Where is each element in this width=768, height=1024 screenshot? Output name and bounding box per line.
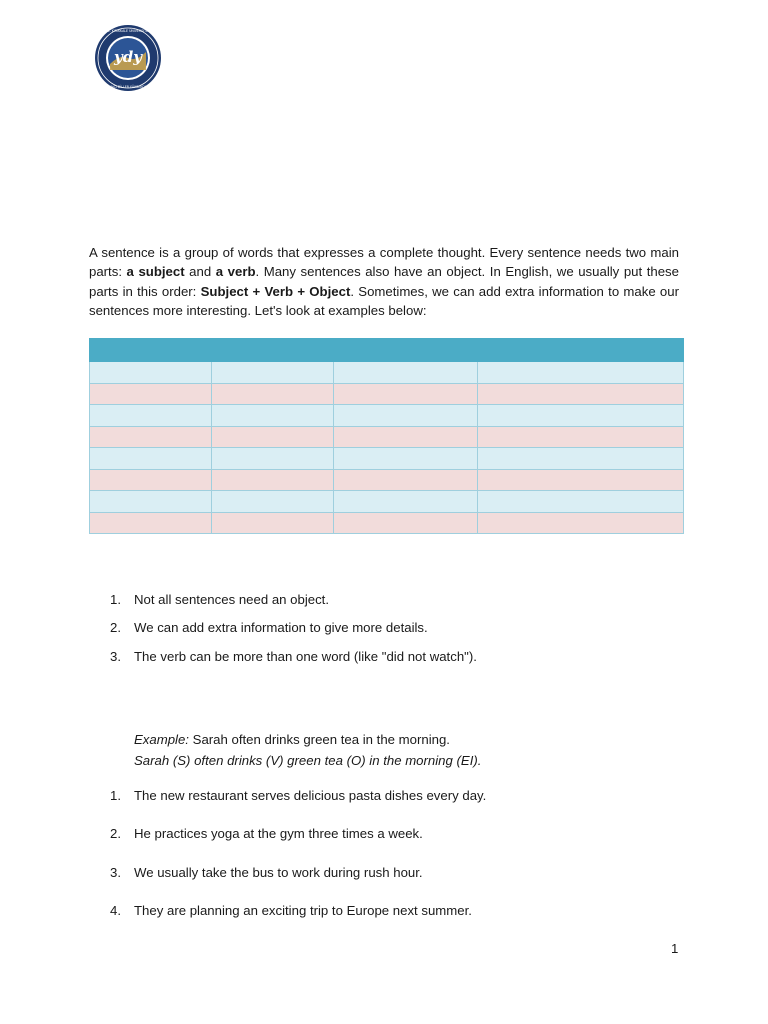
intro-text-3: . Many sentences also have an object. In English, we usually put these parts in this order:: [89, 264, 679, 299]
svg-text:T.C. KIRIKKALE ÜNİVERSİTESİ: T.C. KIRIKKALE ÜNİVERSİTESİ: [104, 29, 152, 33]
table-cell: [334, 491, 478, 513]
list-number: 3.: [110, 648, 121, 664]
table-cell: [90, 469, 212, 491]
table-cell: [212, 426, 334, 448]
table-row: [90, 448, 684, 470]
list-number: 2.: [110, 826, 121, 842]
example-block: [134, 729, 674, 771]
table-cell: [478, 405, 684, 427]
svg-text:ydy: ydy: [114, 48, 142, 66]
exercise-text: He practices yoga at the gym three times a week.: [134, 826, 423, 842]
example-analysis: [134, 750, 674, 771]
svg-text:YABANCI DİLLER YÜKSEKOKULU: YABANCI DİLLER YÜKSEKOKULU: [102, 85, 154, 89]
table-row: [90, 469, 684, 491]
list-item: [110, 590, 670, 618]
exercise-text: The new restaurant serves delicious pasta dishes every day.: [134, 788, 487, 803]
table-cell: [478, 383, 684, 405]
table-cell: [478, 448, 684, 470]
intro-text-4: . Sometimes, we can add extra information to make our sentences more interesting. Let's look at examples below:: [89, 283, 679, 318]
intro-bold-verb: a verb: [215, 264, 256, 280]
intro-bold-subject: a subject: [126, 264, 185, 280]
table-cell: [90, 383, 212, 405]
table-cell: [90, 405, 212, 427]
table-cell: [90, 491, 212, 513]
intro-text-1: A sentence is a group of words that expresses a complete thought. Every sentence needs two main parts:: [89, 245, 679, 280]
list-item: [110, 901, 670, 939]
table-cell: [334, 405, 478, 427]
sentence-parts-table: [89, 338, 684, 534]
table-header-cell: [90, 339, 684, 362]
intro-text-2: and: [184, 264, 216, 280]
table-row: [90, 383, 684, 405]
list-number: 2.: [110, 620, 121, 636]
list-number: 4.: [110, 902, 121, 918]
table-row: [90, 362, 684, 384]
table-cell: [90, 362, 212, 384]
school-logo: [88, 24, 168, 92]
list-number: 1.: [110, 592, 121, 607]
table-cell: [212, 469, 334, 491]
example-text: Sarah often drinks green tea in the morning.: [188, 732, 450, 747]
exercise-text: They are planning an exciting trip to Europe next summer.: [134, 902, 472, 918]
list-item: [110, 863, 670, 901]
table-cell: [90, 448, 212, 470]
school-seal-icon: [88, 24, 168, 92]
table-cell: [212, 383, 334, 405]
table-cell: [334, 362, 478, 384]
list-number: 1.: [110, 788, 121, 803]
table-cell: [334, 469, 478, 491]
list-text: The verb can be more than one word (like "did not watch").: [134, 648, 477, 664]
notes-list: [110, 590, 670, 675]
table-cell: [478, 512, 684, 534]
table-cell: [90, 426, 212, 448]
table-cell: [90, 512, 212, 534]
example-sentence: [134, 729, 674, 750]
page-number: 1: [671, 941, 679, 956]
exercise-text: We usually take the bus to work during rush hour.: [134, 864, 423, 880]
example-label: Example:: [134, 732, 189, 747]
table-cell: [334, 426, 478, 448]
table-cell: [478, 362, 684, 384]
table-cell: [212, 405, 334, 427]
table-row: [90, 491, 684, 513]
table-header-row: [90, 339, 684, 362]
intro-bold-order: Subject + Verb + Object: [200, 283, 351, 299]
example-analysis-text: Sarah (S) often drinks (V) green tea (O) in the morning (EI).: [134, 753, 482, 768]
list-item: [110, 618, 670, 646]
intro-paragraph: [89, 243, 679, 320]
table-cell: [478, 426, 684, 448]
table-cell: [478, 469, 684, 491]
table-cell: [334, 448, 478, 470]
exercise-list: [110, 786, 670, 939]
table-cell: [212, 491, 334, 513]
list-text: Not all sentences need an object.: [134, 592, 330, 607]
table-row: [90, 426, 684, 448]
table-cell: [212, 362, 334, 384]
list-text: We can add extra information to give more details.: [134, 620, 428, 636]
table-cell: [212, 512, 334, 534]
list-number: 3.: [110, 864, 121, 880]
list-item: [110, 824, 670, 862]
table-cell: [334, 383, 478, 405]
table-row: [90, 405, 684, 427]
list-item: [110, 786, 670, 824]
table-cell: [478, 491, 684, 513]
table-cell: [334, 512, 478, 534]
list-item: [110, 647, 670, 675]
table-row: [90, 512, 684, 534]
table-cell: [212, 448, 334, 470]
